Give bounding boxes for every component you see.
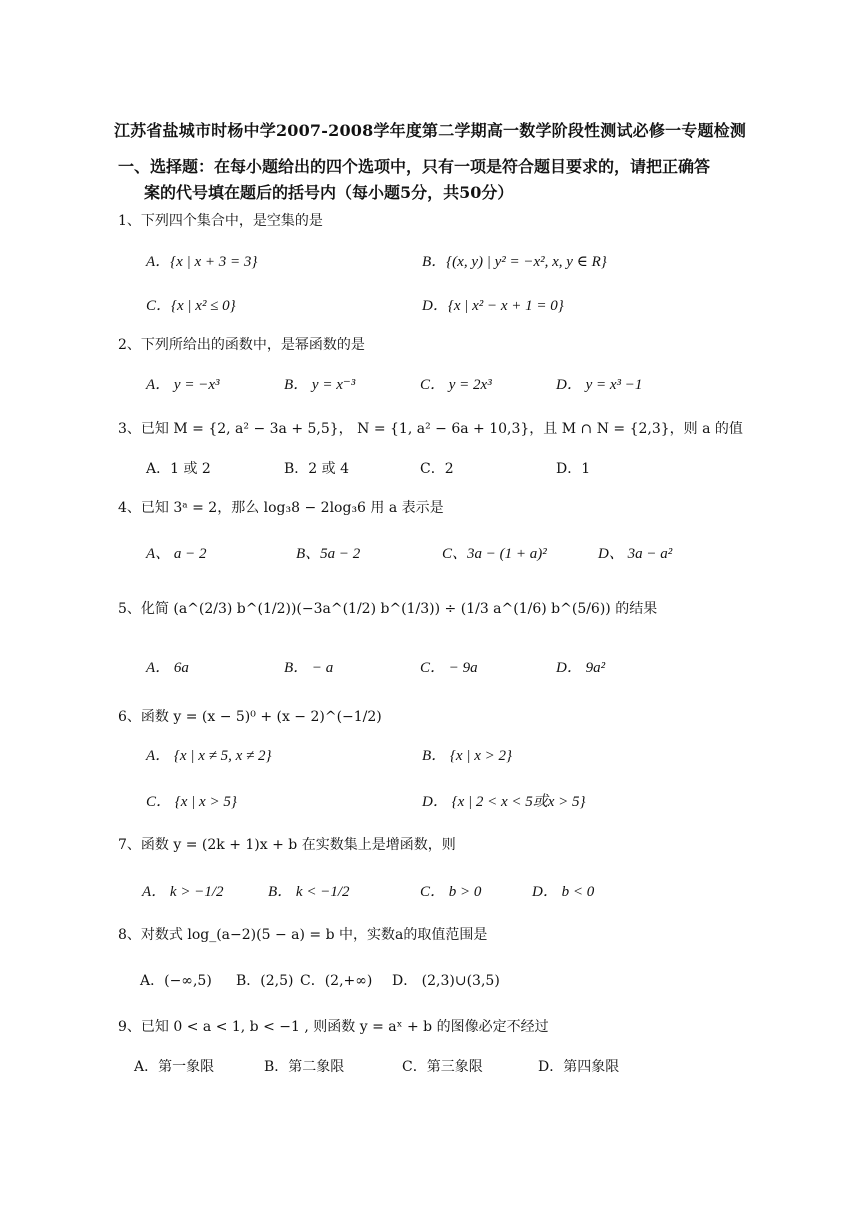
question-8-option-b: B．(2,5) <box>236 973 294 989</box>
question-4-option-c: C、3a − (1 + a)² <box>442 546 547 562</box>
question-7-stem: 7、函数 y = (2k + 1)x + b 在实数集上是增函数，则 <box>118 837 456 853</box>
question-9-stem: 9、已知 0 < a < 1, b < −1 , 则函数 y = aˣ + b 的图像必定不经过 <box>118 1019 549 1035</box>
question-7-option-c: C． b > 0 <box>420 884 482 900</box>
question-5-option-d: D． 9a² <box>556 660 606 676</box>
question-5-option-a: A． 6a <box>146 660 189 676</box>
question-8-option-c: C．(2,+∞) <box>300 973 373 989</box>
question-4-option-b: B、5a − 2 <box>296 546 361 562</box>
question-9-option-b: B．第二象限 <box>264 1059 345 1075</box>
question-3-stem: 3、已知 M = {2, a² − 3a + 5,5}， N = {1, a² − 6a + 10,3}，且 M ∩ N = {2,3}，则 a 的值 <box>118 421 743 437</box>
question-9-option-d: D．第四象限 <box>538 1059 620 1075</box>
question-5-stem: 5、化简 (a^(2/3) b^(1/2))(−3a^(1/2) b^(1/3)) ÷ (1/3 a^(1/6) b^(5/6)) 的结果 <box>118 601 658 617</box>
question-1-option-c: C．{x | x² ≤ 0} <box>146 298 236 314</box>
question-2-option-c: C． y = 2x³ <box>420 377 492 393</box>
question-8-option-a: A．(−∞,5) <box>140 973 212 989</box>
question-3-option-a: A．1 或 2 <box>146 461 211 477</box>
section-heading-line2: 案的代号填在题后的括号内（每小题5分，共50分） <box>144 183 514 202</box>
question-5-option-c: C． − 9a <box>420 660 478 676</box>
question-1-stem: 1、下列四个集合中，是空集的是 <box>118 213 323 229</box>
question-2-option-a: A． y = −x³ <box>146 377 220 393</box>
question-2-option-d: D． y = x³ −1 <box>556 377 643 393</box>
section-heading-line1: 一、选择题：在每小题给出的四个选项中，只有一项是符合题目要求的，请把正确答 <box>118 157 711 176</box>
question-6-stem: 6、函数 y = (x − 5)⁰ + (x − 2)^(−1/2) <box>118 709 382 725</box>
question-1-option-b: B．{(x, y) | y² = −x², x, y ∈ R} <box>422 254 607 270</box>
question-4-option-a: A、 a − 2 <box>146 546 207 562</box>
document-title: 江苏省盐城市时杨中学2007-2008学年度第二学期高一数学阶段性测试必修一专题检测 <box>113 121 747 140</box>
question-5-option-b: B． − a <box>284 660 334 676</box>
question-7-option-d: D． b < 0 <box>532 884 595 900</box>
question-6-option-a: A． {x | x ≠ 5, x ≠ 2} <box>146 748 272 764</box>
question-8-option-d: D． (2,3)∪(3,5) <box>392 973 500 989</box>
question-6-option-c: C． {x | x > 5} <box>146 794 237 810</box>
question-4-option-d: D、 3a − a² <box>598 546 673 562</box>
question-4-stem: 4、已知 3ᵃ = 2，那么 log₃8 − 2log₃6 用 a 表示是 <box>118 500 444 516</box>
question-2-stem: 2、下列所给出的函数中，是幂函数的是 <box>118 337 365 353</box>
question-3-option-c: C．2 <box>420 461 454 477</box>
question-7-option-b: B． k < −1/2 <box>268 884 350 900</box>
question-9-option-c: C．第三象限 <box>402 1059 483 1075</box>
question-3-option-d: D．1 <box>556 461 591 477</box>
question-6-option-d: D． {x | 2 < x < 5或x > 5} <box>422 794 586 810</box>
question-9-option-a: A．第一象限 <box>134 1059 215 1075</box>
question-6-option-b: B． {x | x > 2} <box>422 748 512 764</box>
question-1-option-d: D．{x | x² − x + 1 = 0} <box>422 298 564 314</box>
question-8-stem: 8、对数式 log_(a−2)(5 − a) = b 中，实数a的取值范围是 <box>118 927 488 943</box>
question-2-option-b: B． y = x⁻³ <box>284 377 356 393</box>
question-7-option-a: A． k > −1/2 <box>142 884 224 900</box>
question-1-option-a: A．{x | x + 3 = 3} <box>146 254 258 270</box>
question-3-option-b: B．2 或 4 <box>284 461 350 477</box>
